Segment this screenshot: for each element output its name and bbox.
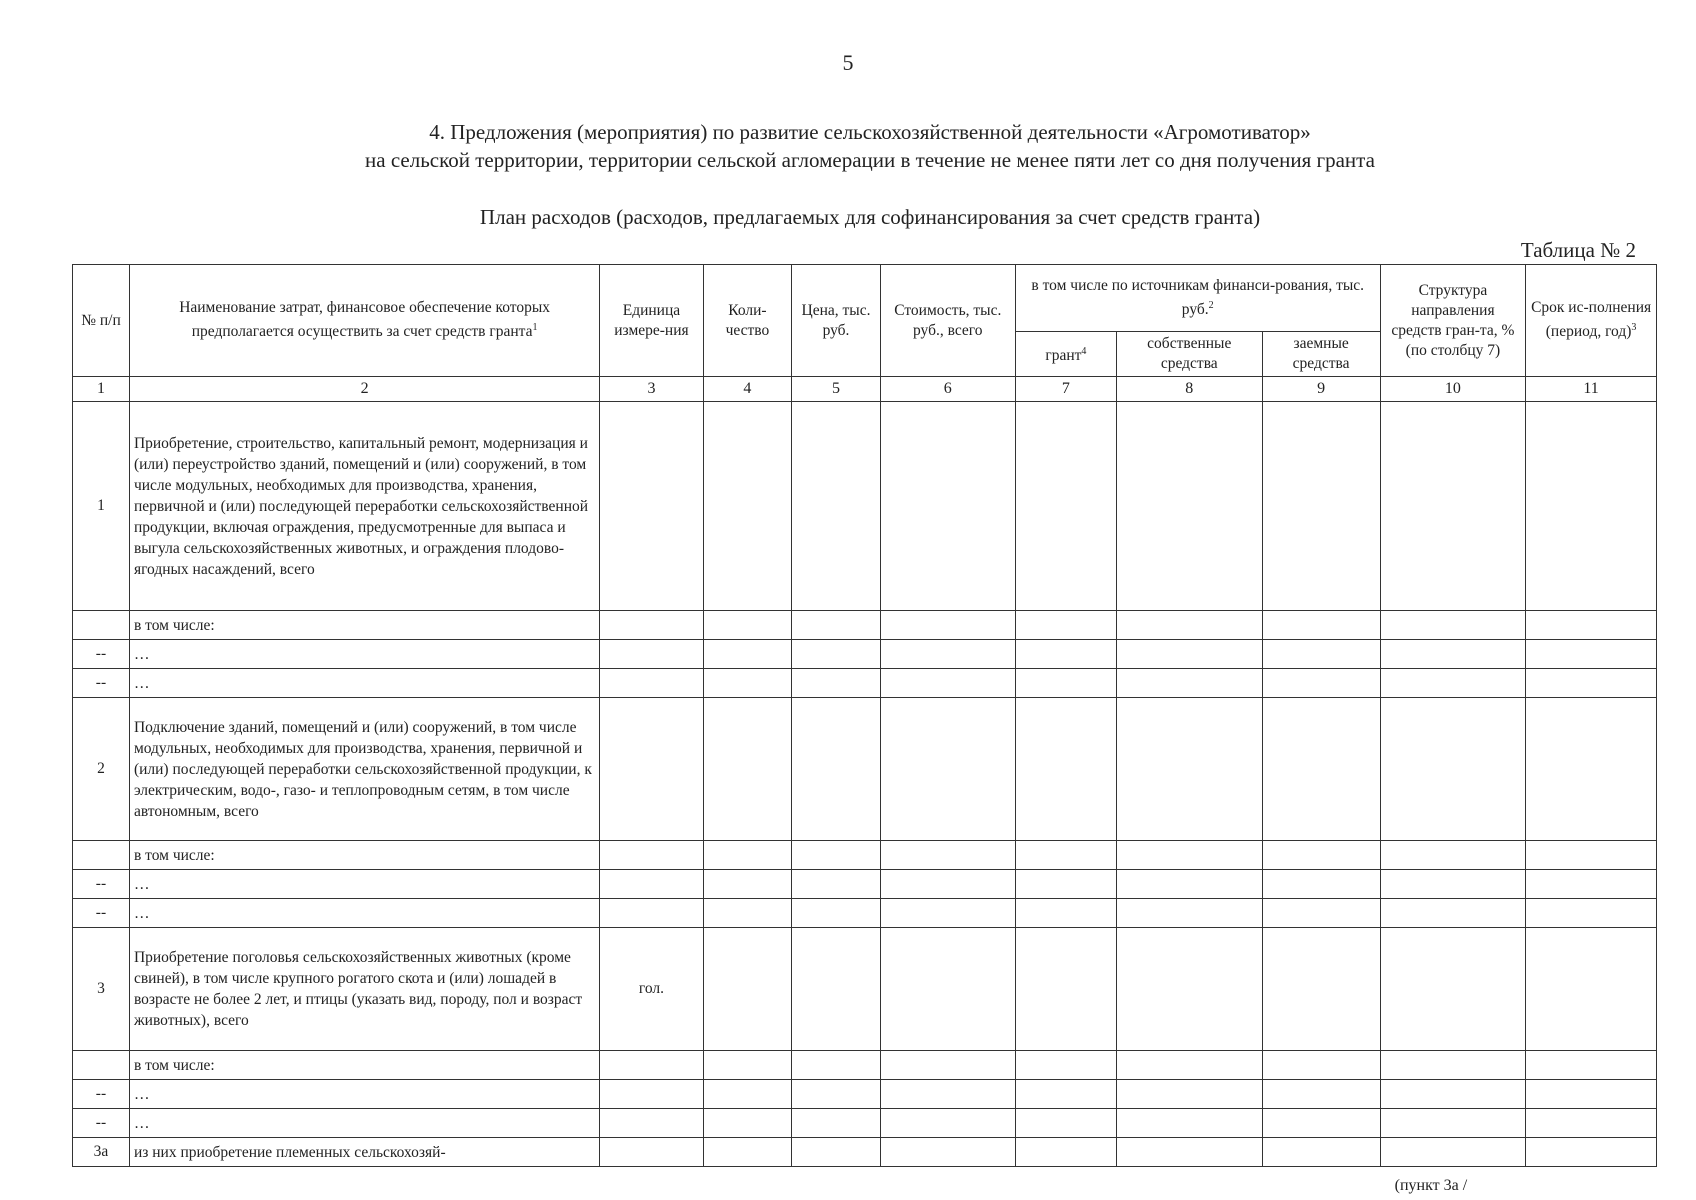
header-structure: Структура направления средств гран-та, % (по столбцу 7) <box>1380 265 1526 377</box>
row-cost <box>880 640 1015 669</box>
row-qty <box>703 640 792 669</box>
row-loan <box>1262 669 1380 698</box>
row-qty <box>703 1080 792 1109</box>
row-grant <box>1015 1080 1116 1109</box>
header-qty: Коли-чество <box>703 265 792 377</box>
row-term <box>1526 1109 1657 1138</box>
header-grant <box>1015 332 1116 377</box>
header-unit: Единица измере-ния <box>600 265 703 377</box>
row-own <box>1117 1080 1263 1109</box>
row-term <box>1526 928 1657 1051</box>
row-qty <box>703 841 792 870</box>
row-qty <box>703 611 792 640</box>
header-term-sup: 3 <box>1631 322 1637 334</box>
row-loan <box>1262 698 1380 841</box>
expense-plan-table <box>72 264 1657 1194</box>
row-cost <box>880 611 1015 640</box>
row-unit <box>600 1138 703 1167</box>
row-own <box>1117 640 1263 669</box>
column-number: 10 <box>1380 377 1526 402</box>
row-price <box>792 928 881 1051</box>
row-grant <box>1015 1109 1116 1138</box>
row-own <box>1117 1051 1263 1080</box>
row-own <box>1117 841 1263 870</box>
row-number: 1 <box>73 402 130 611</box>
row-grant <box>1015 402 1116 611</box>
row-own <box>1117 870 1263 899</box>
row-number <box>73 611 130 640</box>
row-price <box>792 1080 881 1109</box>
row-qty <box>703 698 792 841</box>
row-number: -- <box>73 1080 130 1109</box>
row-unit <box>600 1051 703 1080</box>
row-price <box>792 870 881 899</box>
row-price <box>792 669 881 698</box>
row-name: Приобретение, строительство, капитальный ремонт, модернизация и (или) переустройство зданий, помещений и (или) сооружений, в том числе модульных, необходимых для производства, хранения, первичной и (или) последующей переработки сельскохозяйственной продукции, включая ограждения, предусмотренные для выпаса и выгула сельскохозяйственных животных, и ограждения плодово-ягодных насаждений, всего <box>129 402 599 611</box>
row-number: 3 <box>73 928 130 1051</box>
table-row <box>73 698 1657 841</box>
table-row <box>73 899 1657 928</box>
header-grant-sup: 4 <box>1081 345 1087 357</box>
row-loan <box>1262 640 1380 669</box>
header-term-text: Срок ис-полнения (период, год) <box>1531 299 1652 341</box>
row-price <box>792 1138 881 1167</box>
column-number: 1 <box>73 377 130 402</box>
row-unit <box>600 698 703 841</box>
row-name: … <box>129 1080 599 1109</box>
table-row <box>73 640 1657 669</box>
row-name: Подключение зданий, помещений и (или) сооружений, в том числе модульных, необходимых для производства, хранения, первичной и (или) последующей переработки сельскохозяйственной продукции, к электрическим, водо-, газо- и теплопроводным сетям, в том числе автономным, всего <box>129 698 599 841</box>
row-loan <box>1262 928 1380 1051</box>
column-number: 3 <box>600 377 703 402</box>
row-structure <box>1380 640 1526 669</box>
table-row <box>73 402 1657 611</box>
column-number: 5 <box>792 377 881 402</box>
footnote-mark: (пункт 3а / <box>1394 1177 1468 1194</box>
row-number: 2 <box>73 698 130 841</box>
header-name-sup: 1 <box>532 322 538 334</box>
row-own <box>1117 1138 1263 1167</box>
table-row <box>73 841 1657 870</box>
row-name: … <box>129 640 599 669</box>
table-row <box>73 1051 1657 1080</box>
row-structure <box>1380 1080 1526 1109</box>
header-price: Цена, тыс. руб. <box>792 265 881 377</box>
row-term <box>1526 870 1657 899</box>
row-number: -- <box>73 640 130 669</box>
table-number: Таблица № 2 <box>1520 238 1636 262</box>
row-qty <box>703 1051 792 1080</box>
column-number: 8 <box>1117 377 1263 402</box>
row-own <box>1117 1109 1263 1138</box>
heading-line-2: на сельской территории, территории сельской агломерации в течение не менее пяти лет со дня получения гранта <box>365 148 1375 172</box>
row-grant <box>1015 928 1116 1051</box>
row-qty <box>703 402 792 611</box>
row-term <box>1526 1138 1657 1167</box>
row-structure <box>1380 870 1526 899</box>
row-cost <box>880 669 1015 698</box>
table-row <box>73 1080 1657 1109</box>
row-term <box>1526 899 1657 928</box>
header-name <box>129 265 599 377</box>
header-num: № п/п <box>73 265 130 377</box>
row-cost <box>880 402 1015 611</box>
table-row <box>73 928 1657 1051</box>
row-unit: гол. <box>600 928 703 1051</box>
row-cost <box>880 1138 1015 1167</box>
header-row-1 <box>73 265 1657 332</box>
row-structure <box>1380 698 1526 841</box>
row-price <box>792 698 881 841</box>
row-number: -- <box>73 1109 130 1138</box>
row-structure <box>1380 928 1526 1051</box>
column-number: 6 <box>880 377 1015 402</box>
row-number <box>73 841 130 870</box>
header-own-funds: собственные средства <box>1117 332 1263 377</box>
row-number: -- <box>73 669 130 698</box>
column-number: 4 <box>703 377 792 402</box>
column-number: 11 <box>1526 377 1657 402</box>
row-name: в том числе: <box>129 1051 599 1080</box>
row-cost <box>880 1109 1015 1138</box>
row-unit <box>600 870 703 899</box>
row-structure <box>1380 402 1526 611</box>
row-grant <box>1015 669 1116 698</box>
column-number: 2 <box>129 377 599 402</box>
row-own <box>1117 669 1263 698</box>
row-grant <box>1015 841 1116 870</box>
row-qty <box>703 669 792 698</box>
column-number: 9 <box>1262 377 1380 402</box>
row-term <box>1526 841 1657 870</box>
row-cost <box>880 870 1015 899</box>
row-cost <box>880 1080 1015 1109</box>
row-unit <box>600 841 703 870</box>
row-name: … <box>129 1109 599 1138</box>
row-price <box>792 841 881 870</box>
row-number: -- <box>73 899 130 928</box>
row-loan <box>1262 841 1380 870</box>
row-price <box>792 1109 881 1138</box>
row-grant <box>1015 1051 1116 1080</box>
row-own <box>1117 928 1263 1051</box>
table-row <box>73 611 1657 640</box>
row-unit <box>600 611 703 640</box>
row-name: … <box>129 870 599 899</box>
row-loan <box>1262 402 1380 611</box>
row-structure <box>1380 1051 1526 1080</box>
header-sources-sup: 2 <box>1208 299 1214 311</box>
row-own <box>1117 402 1263 611</box>
row-qty <box>703 1109 792 1138</box>
row-number: -- <box>73 870 130 899</box>
header-name-text: Наименование затрат, финансовое обеспечение которых предполагается осуществить за счет средств гранта <box>179 299 551 341</box>
row-price <box>792 402 881 611</box>
plan-subheading: План расходов (расходов, предлагаемых для софинансирования за счет средств гранта) <box>479 205 1261 229</box>
row-qty <box>703 899 792 928</box>
table-row <box>73 1109 1657 1138</box>
table-row <box>73 870 1657 899</box>
row-name: из них приобретение племенных сельскохозяй- <box>129 1138 599 1167</box>
row-unit <box>600 1109 703 1138</box>
row-unit <box>600 1080 703 1109</box>
row-loan <box>1262 899 1380 928</box>
row-cost <box>880 1051 1015 1080</box>
header-grant-text: грант <box>1045 347 1082 365</box>
row-term <box>1526 1051 1657 1080</box>
row-loan <box>1262 611 1380 640</box>
row-structure <box>1380 611 1526 640</box>
header-cost: Стоимость, тыс. руб., всего <box>880 265 1015 377</box>
header-sources <box>1015 265 1380 332</box>
row-grant <box>1015 899 1116 928</box>
row-cost <box>880 899 1015 928</box>
heading-line-1: 4. Предложения (мероприятия) по развитие сельскохозяйственной деятельности «Агромотиватор» <box>429 120 1311 144</box>
row-grant <box>1015 1138 1116 1167</box>
row-term <box>1526 698 1657 841</box>
row-unit <box>600 402 703 611</box>
row-own <box>1117 698 1263 841</box>
row-grant <box>1015 698 1116 841</box>
row-term <box>1526 611 1657 640</box>
header-sources-text: в том числе по источникам финанси-рования, тыс. руб. <box>1031 276 1365 319</box>
row-name: в том числе: <box>129 611 599 640</box>
table-row <box>73 669 1657 698</box>
header-term <box>1526 265 1657 377</box>
row-price <box>792 640 881 669</box>
row-loan <box>1262 1080 1380 1109</box>
row-structure <box>1380 669 1526 698</box>
row-cost <box>880 841 1015 870</box>
row-own <box>1117 899 1263 928</box>
row-cost <box>880 928 1015 1051</box>
row-name: в том числе: <box>129 841 599 870</box>
row-unit <box>600 899 703 928</box>
row-name: Приобретение поголовья сельскохозяйственных животных (кроме свиней), в том числе крупного рогатого скота и (или) лошадей в возрасте не более 2 лет, и птицы (указать вид, породу, пол и возраст животных), всего <box>129 928 599 1051</box>
row-qty <box>703 1138 792 1167</box>
row-number <box>73 1051 130 1080</box>
page-number: 5 <box>842 50 854 75</box>
row-price <box>792 1051 881 1080</box>
row-structure <box>1380 1109 1526 1138</box>
row-name: … <box>129 669 599 698</box>
row-loan <box>1262 1138 1380 1167</box>
row-name: … <box>129 899 599 928</box>
row-loan <box>1262 870 1380 899</box>
row-term <box>1526 1080 1657 1109</box>
row-price <box>792 899 881 928</box>
row-grant <box>1015 870 1116 899</box>
row-loan <box>1262 1109 1380 1138</box>
row-unit <box>600 669 703 698</box>
row-qty <box>703 928 792 1051</box>
header-loan-funds: заемные средства <box>1262 332 1380 377</box>
row-grant <box>1015 611 1116 640</box>
section-heading <box>230 118 1510 174</box>
row-structure <box>1380 1138 1526 1194</box>
row-term <box>1526 402 1657 611</box>
table-row <box>73 1138 1657 1167</box>
row-structure <box>1380 899 1526 928</box>
column-number: 7 <box>1015 377 1116 402</box>
row-grant <box>1015 640 1116 669</box>
row-structure <box>1380 841 1526 870</box>
row-loan <box>1262 1051 1380 1080</box>
row-price <box>792 611 881 640</box>
row-unit <box>600 640 703 669</box>
row-qty <box>703 870 792 899</box>
row-term <box>1526 640 1657 669</box>
row-cost <box>880 698 1015 841</box>
row-term <box>1526 669 1657 698</box>
column-number-row <box>73 377 1657 402</box>
row-number: 3а <box>73 1138 130 1167</box>
row-own <box>1117 611 1263 640</box>
